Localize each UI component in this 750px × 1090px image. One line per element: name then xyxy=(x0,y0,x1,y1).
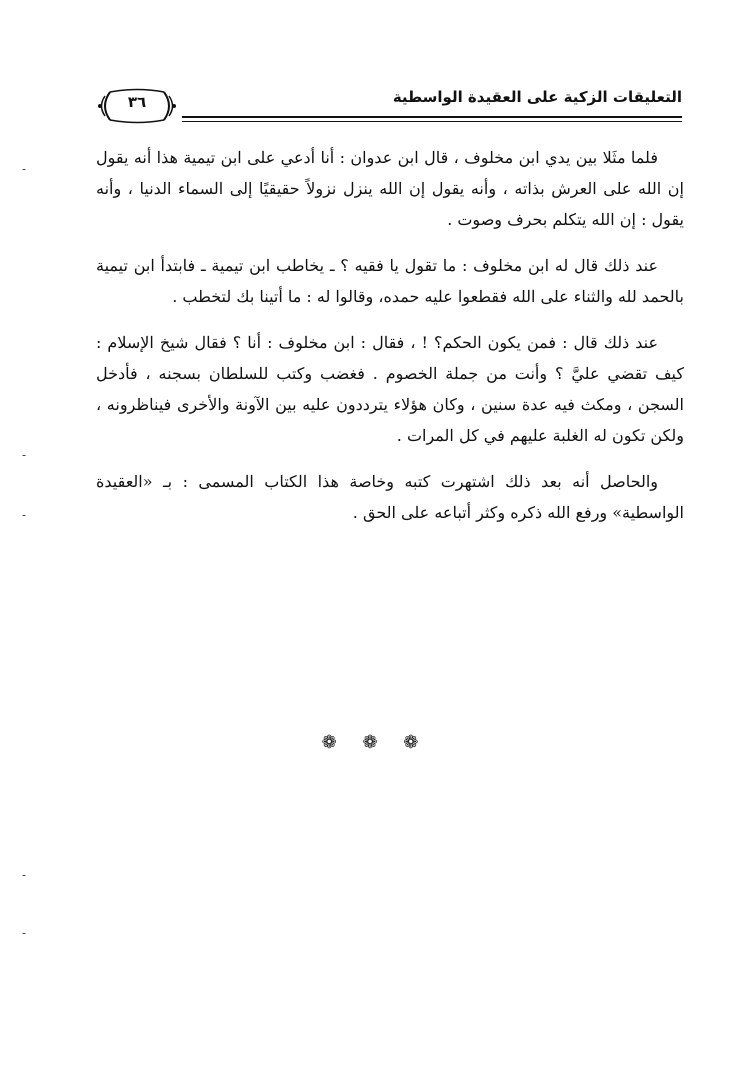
header-rule-thin xyxy=(182,121,682,122)
margin-mark: - xyxy=(22,926,27,940)
margin-mark: - xyxy=(22,162,27,176)
page-number: ٣٦ xyxy=(127,93,147,111)
running-title: التعليقات الزكية على العقيدة الواسطية xyxy=(392,88,682,106)
margin-mark: - xyxy=(22,508,27,522)
body-text xyxy=(96,142,684,543)
paragraph: عند ذلك قال له ابن مخلوف : ما تقول يا فقيه ؟ ـ يخاطب ابن تيمية ـ فابتدأ ابن تيمية بالحمد لله والثناء على الله فقطعوا عليه حمده، وقالوا له : ما أتينا بك لتخطب . xyxy=(96,256,684,306)
header-rule xyxy=(182,116,682,118)
paragraph: عند ذلك قال : فمن يكون الحكم؟ ! ، فقال : ابن مخلوف : أنا ؟ فقال شيخ الإسلام : كيف تقضي عليَّ ؟ وأنت من جملة الخصوم . فغضب وكتب للسلطان بسجنه ، فأدخل السجن ، ومكث فيه عدة سنين ، وكان هؤلاء يترددون عليه بين الآونة والأخرى فيناظرونه ، ولكن تكون له الغلبة عليهم في كل المرات . xyxy=(96,333,684,445)
margin-mark: - xyxy=(22,448,27,462)
section-separator: ❁ ❁ ❁ xyxy=(321,732,429,753)
paragraph: والحاصل أنه بعد ذلك اشتهرت كتبه وخاصة هذا الكتاب المسمى : بـ «العقيدة الواسطية» ورفع الله ذكره وكثر أتباعه على الحق . xyxy=(96,472,684,522)
page-header xyxy=(96,82,682,132)
margin-mark: - xyxy=(22,868,27,882)
paragraph: فلما مثَلا بين يدي ابن مخلوف ، قال ابن عدوان : أنا أدعي على ابن تيمية هذا أنه يقول إن الله على العرش بذاته ، وأنه يقول إن الله ينزل نزولاً حقيقيًا إلى السماء الدنيا ، وأنه يقول : إن الله يتكلم بحرف وصوت . xyxy=(96,148,684,229)
